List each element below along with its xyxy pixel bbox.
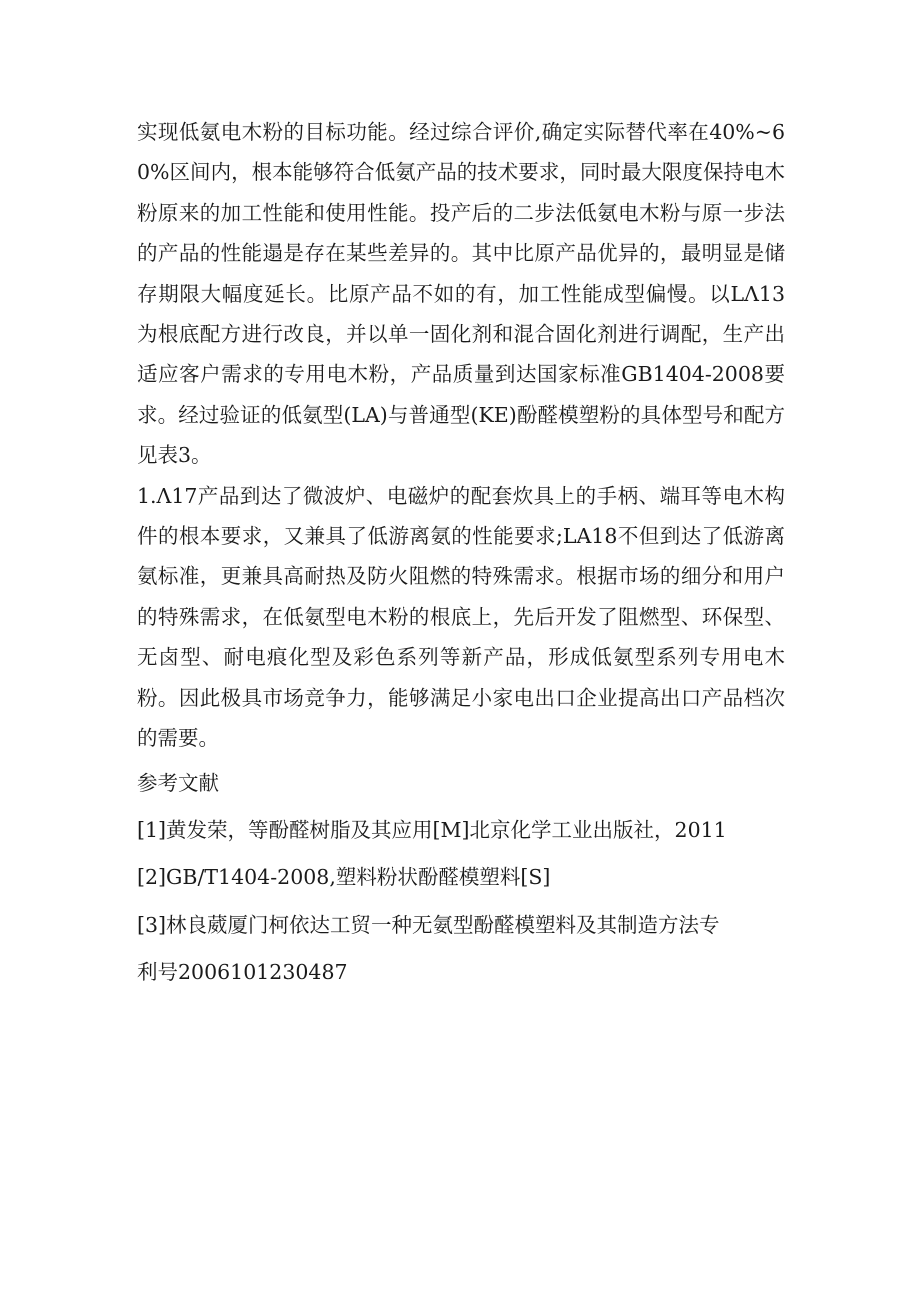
reference-item-1: [1]黄发荣，等酚醛树脂及其应用[M]北京化学工业出版社，2011 xyxy=(137,817,727,842)
document-body xyxy=(137,112,785,993)
references-heading: 参考文献 xyxy=(137,770,219,795)
reference-item-2: [2]GB/T1404-2008,塑料粉状酚醛模塑料[S] xyxy=(137,865,551,890)
reference-item-3: [3]林良葳厦门柯依达工贸一种无氨型酚醛模塑料及其制造方法专 xyxy=(137,912,720,937)
body-paragraph-2: 1.Λ17产品到达了微波炉、电磁炉的配套炊具上的手柄、端耳等电木构件的根本要求，又兼具了低游离氨的性能要求;LA18不但到达了低游离氨标准，更兼具高耐热及防火阻燃的特殊需求。根据市场的细分和用户的特殊需求，在低氨型电木粉的根底上，先后开发了阻燃型、环保型、无卤型、耐电痕化型及彩色系列等新产品，形成低氨型系列专用电木粉。因此极具市场竞争力，能够满足小家电出口企业提高出口产品档次的需要。 xyxy=(137,483,785,751)
body-paragraph-1: 实现低氨电木粉的目标功能。经过综合评价,确定实际替代率在40%~60%区间内，根本能够符合低氨产品的技术要求，同时最大限度保持电木粉原来的加工性能和使用性能。投产后的二步法低氨电木粉与原一步法的产品的性能遢是存在某些差异的。其中比原产品优异的，最明显是储存期限大幅度延长。比原产品不如的有，加工性能成型偏慢。以LΛ13为根底配方进行改良，并以单一固化剂和混合固化剂进行调配，生产出适应客户需求的专用电木粉，产品质量到达国家标准GB1404-2008要求。经过验证的低氨型(LA)与普通型(KE)酚醛模塑粉的具体型号和配方见表3。 xyxy=(137,120,785,468)
reference-item-3-continued: 利号2006101230487 xyxy=(137,960,348,985)
